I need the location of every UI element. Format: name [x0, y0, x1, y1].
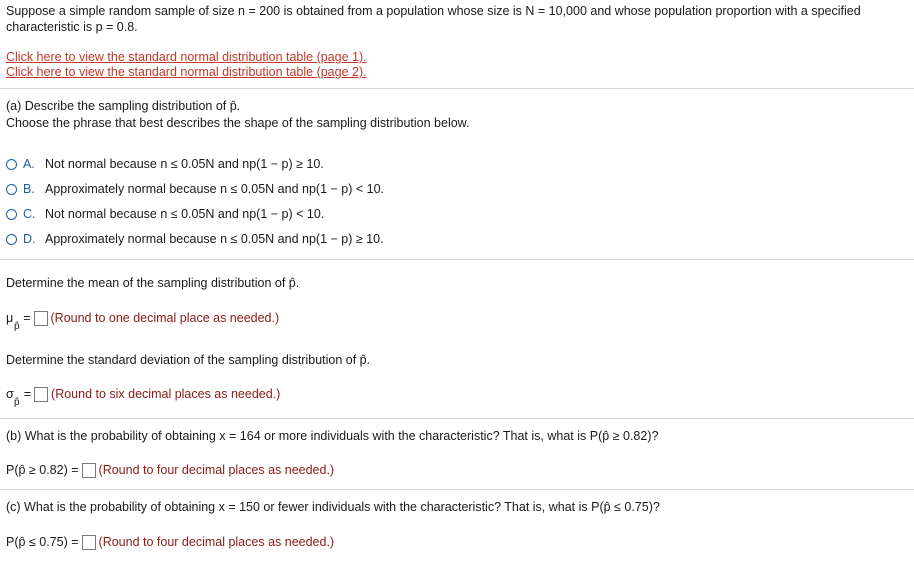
mu-symbol: μ: [6, 311, 14, 325]
part-c-label: P(p̂ ≤ 0.75) =: [6, 535, 79, 549]
part-b-hint: (Round to four decimal places as needed.): [98, 463, 335, 477]
option-d[interactable]: [6, 231, 384, 247]
mean-input[interactable]: [34, 311, 48, 326]
intro-line-1: Suppose a simple random sample of size n = 200 is obtained from a population whose size is N = 10,000 and whose population proportion with a specified: [6, 4, 861, 18]
p-hat-subscript: p̂: [14, 321, 20, 332]
divider: [0, 418, 914, 419]
equals-sign: =: [23, 387, 32, 401]
sd-symbol: [6, 387, 20, 408]
option-letter: D.: [23, 232, 36, 246]
option-c[interactable]: [6, 206, 324, 222]
divider: [0, 259, 914, 260]
mean-symbol: [6, 311, 20, 332]
divider: [0, 88, 914, 89]
radio-icon[interactable]: [6, 159, 17, 170]
option-text: Approximately normal because n ≤ 0.05N and np(1 − p) < 10.: [45, 182, 385, 196]
option-letter: A.: [23, 157, 35, 171]
part-b-answer-row: [6, 461, 334, 479]
p-hat-subscript: p̂: [14, 397, 20, 408]
mean-prompt: Determine the mean of the sampling distribution of p̂.: [6, 276, 300, 290]
option-text: Not normal because n ≤ 0.05N and np(1 − p) ≥ 10.: [45, 157, 324, 171]
radio-icon[interactable]: [6, 209, 17, 220]
part-b-label: P(p̂ ≥ 0.82) =: [6, 463, 79, 477]
normal-table-link-page-1[interactable]: Click here to view the standard normal distribution table (page 1).: [6, 50, 367, 64]
intro-line-2: characteristic is p = 0.8.: [6, 20, 138, 34]
equals-sign: =: [23, 311, 31, 325]
sd-input[interactable]: [34, 387, 48, 402]
option-letter: B.: [23, 182, 35, 196]
part-a-prompt: Choose the phrase that best describes the shape of the sampling distribution below.: [6, 116, 470, 130]
divider: [0, 489, 914, 490]
option-a[interactable]: [6, 156, 324, 172]
normal-table-link-page-2[interactable]: Click here to view the standard normal distribution table (page 2).: [6, 65, 367, 79]
option-text: Not normal because n ≤ 0.05N and np(1 − p) < 10.: [45, 207, 325, 221]
option-b[interactable]: [6, 181, 384, 197]
part-b-question: (b) What is the probability of obtaining x = 164 or more individuals with the characteristic? That is, what is P(p̂ ≥ 0.82)?: [6, 429, 659, 443]
sd-prompt: Determine the standard deviation of the sampling distribution of p̂.: [6, 353, 371, 367]
part-c-input[interactable]: [82, 535, 96, 550]
part-c-question: (c) What is the probability of obtaining x = 150 or fewer individuals with the characteristic? That is, what is P(p̂ ≤ 0.75)?: [6, 500, 660, 514]
radio-icon[interactable]: [6, 184, 17, 195]
part-c-answer-row: [6, 533, 334, 551]
radio-icon[interactable]: [6, 234, 17, 245]
sd-hint: (Round to six decimal places as needed.): [51, 387, 281, 401]
part-a-heading: (a) Describe the sampling distribution of p̂.: [6, 99, 241, 113]
sd-answer-row: [6, 385, 281, 408]
mean-answer-row: [6, 309, 280, 332]
mean-hint: (Round to one decimal place as needed.): [50, 311, 280, 325]
option-letter: C.: [23, 207, 36, 221]
part-b-input[interactable]: [82, 463, 96, 478]
sigma-symbol: σ: [6, 387, 14, 401]
option-text: Approximately normal because n ≤ 0.05N and np(1 − p) ≥ 10.: [45, 232, 384, 246]
part-c-hint: (Round to four decimal places as needed.): [98, 535, 335, 549]
